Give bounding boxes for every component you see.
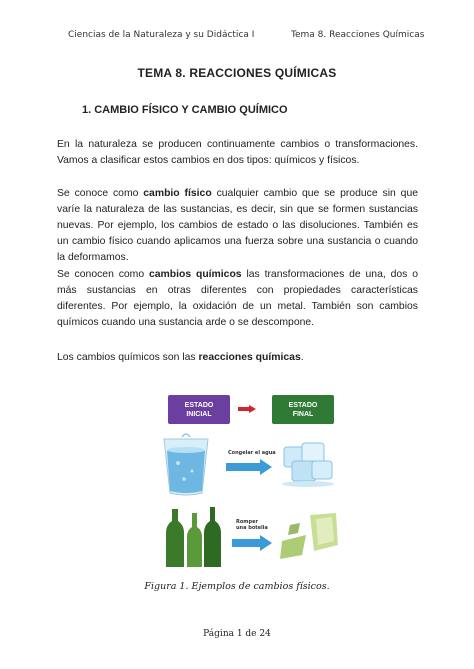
final-state-line2: FINAL: [292, 410, 314, 418]
blue-arrow-icon: [226, 459, 272, 475]
term-chemical-reactions: reacciones químicas: [198, 352, 301, 363]
red-arrow-icon: [238, 405, 256, 413]
section-heading: 1. CAMBIO FÍSICO Y CAMBIO QUÍMICO: [82, 104, 288, 116]
header-right: Tema 8. Reacciones Químicas: [291, 30, 425, 40]
initial-state-box: [168, 395, 230, 424]
figure-physical-changes: [154, 393, 344, 571]
final-state-box: [272, 395, 334, 424]
ice-cubes-image: [278, 437, 336, 487]
text: las transformaciones de una, dos o más sustancias en otras diferentes con propiedades características diferentes. Por ejemplo, la oxidación de un metal. También son cambios químicos cuando una sustancia arde o se descompone.: [57, 269, 418, 328]
text: Se conocen como: [57, 269, 149, 280]
figure-caption: Figura 1. Ejemplos de cambios físicos.: [144, 581, 330, 592]
paragraph-intro: En la naturaleza se producen continuamente cambios o transformaciones. Vamos a clasificar estos cambios en dos tipos: químicos y físicos.: [57, 139, 418, 166]
blue-arrow-icon: [232, 535, 272, 551]
paragraph-reactions: [57, 350, 418, 366]
text: Los cambios químicos son las: [57, 352, 199, 363]
initial-state-line2: INICIAL: [186, 410, 212, 418]
final-state-line1: ESTADO: [288, 401, 318, 409]
freeze-label: Congelar el agua: [228, 450, 276, 456]
paragraph-chemical-change: [57, 267, 418, 331]
text: .: [300, 352, 304, 363]
text: Se conoce como: [57, 188, 144, 199]
term-chemical-change: cambios químicos: [148, 269, 242, 280]
paragraph-physical-change: [57, 186, 418, 266]
text: cualquier cambio que se produce sin que varíe la naturaleza de las sustancias, es decir, sin que se formen sustancias nuevas. Por ejemplo, los cambios de estado o las disoluciones. También es un cambio físico cuando aplicamos una fuerza sobre una sustancia o cuando la deformamos.: [57, 188, 418, 263]
break-label: Romper una botella: [236, 519, 268, 531]
term-physical-change: cambio físico: [143, 188, 212, 199]
initial-state-line1: ESTADO: [184, 401, 214, 409]
broken-bottle-image: [276, 505, 344, 565]
page-number: Página 1 de 24: [203, 629, 271, 639]
water-glass-image: [156, 433, 216, 497]
page-title: TEMA 8. REACCIONES QUÍMICAS: [137, 66, 337, 80]
bottles-image: [164, 505, 226, 569]
header-left: Ciencias de la Naturaleza y su Didáctica I: [68, 30, 255, 40]
